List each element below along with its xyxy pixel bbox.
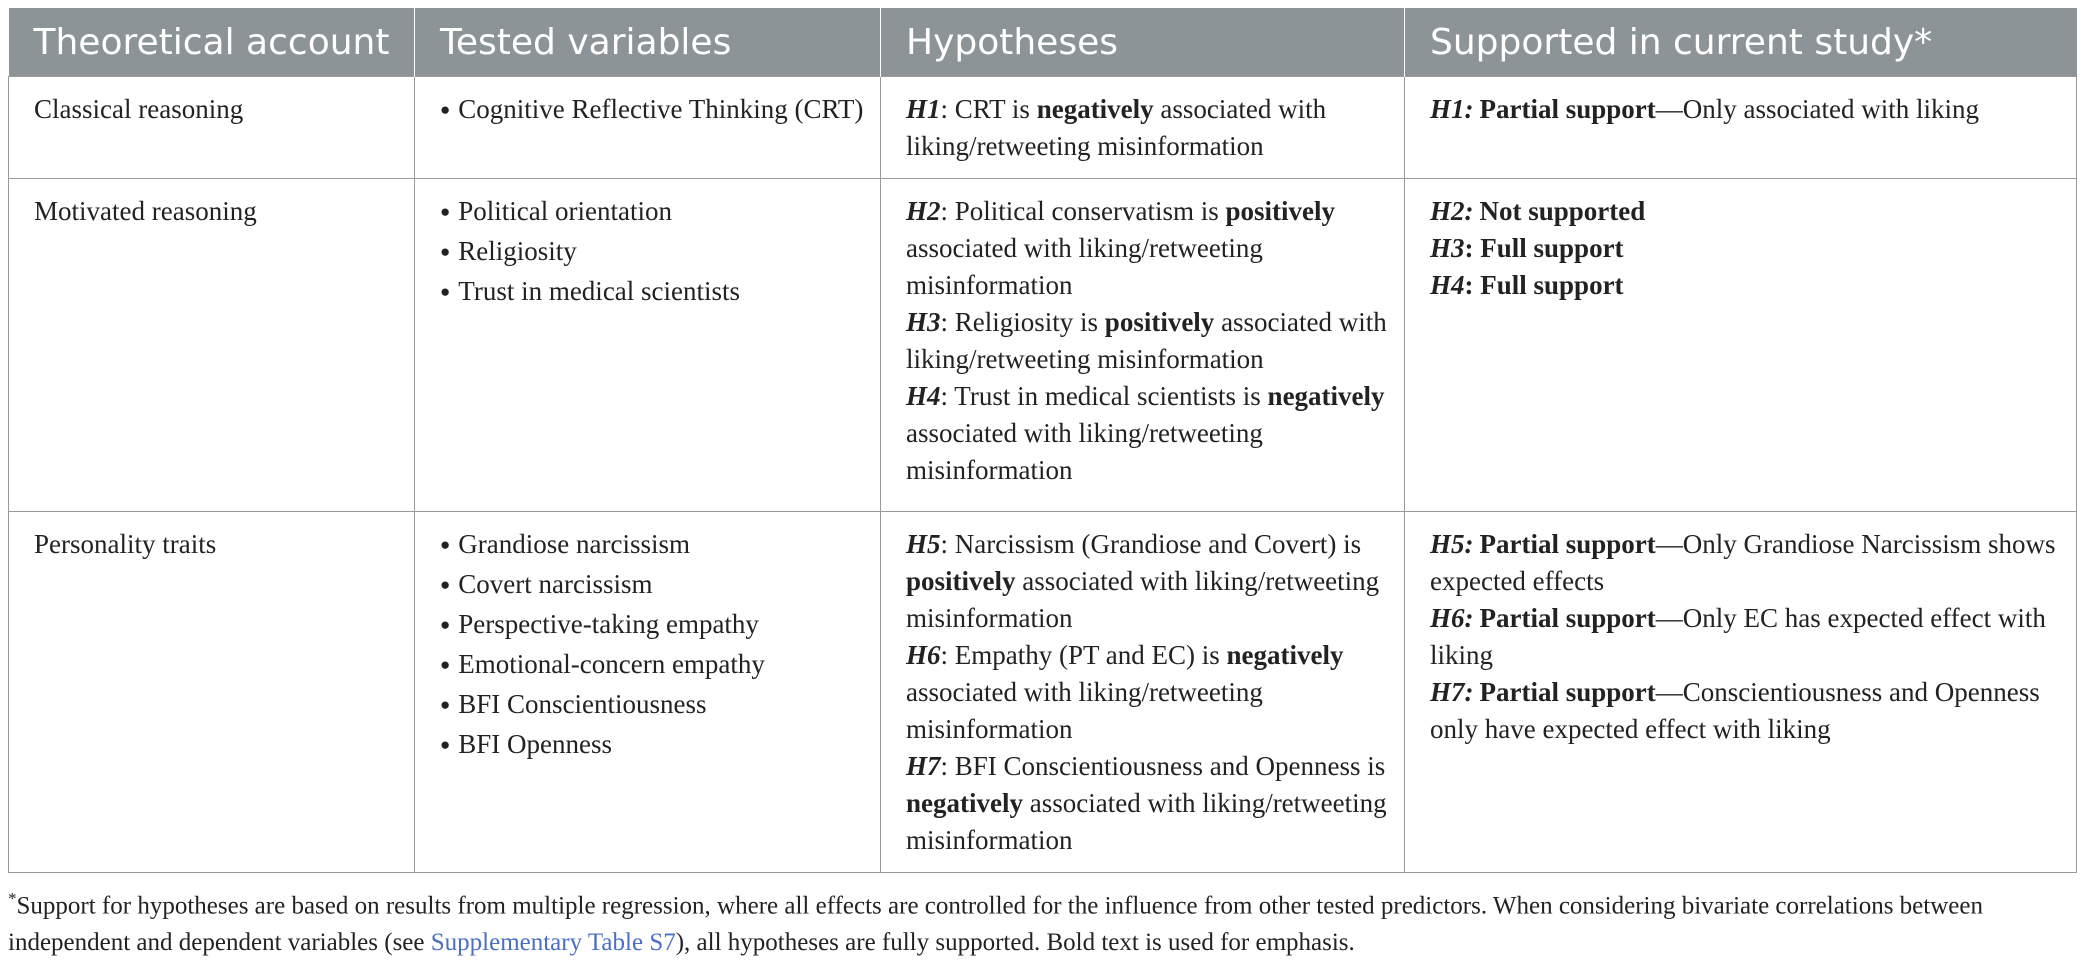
hypothesis-pre: : CRT is	[940, 94, 1037, 124]
support-detail: —Only Grandiose Narcissism shows expected effects	[1430, 529, 2056, 596]
cell-tested-variables	[415, 77, 881, 179]
variable-item: ● Covert narcissism	[440, 566, 864, 606]
header-theoretical-account: Theoretical account	[9, 8, 415, 77]
hypothesis-emphasis: positively	[1104, 307, 1215, 337]
variable-item: ● Perspective-taking empathy	[440, 606, 864, 646]
variable-item: ● Emotional-concern empathy	[440, 646, 864, 686]
hypothesis-emphasis: positively	[906, 566, 1016, 596]
hypothesis-pre: : Political conservatism is	[940, 196, 1226, 226]
cell-theoretical-account	[9, 512, 415, 873]
hypothesis-text	[906, 304, 1388, 378]
variable-item: ● BFI Openness	[440, 726, 864, 766]
hypothesis-text	[906, 637, 1388, 748]
cell-support	[1405, 179, 2077, 512]
support-text	[1430, 193, 2060, 230]
account-label: Motivated reasoning	[34, 196, 257, 226]
cell-theoretical-account	[9, 77, 415, 179]
table-row	[9, 77, 2077, 179]
support-detail: —Only EC has expected effect with liking	[1430, 603, 2046, 670]
support-text	[1430, 91, 2060, 128]
hypothesis-post: associated with liking/retweeting misinformation	[906, 677, 1263, 744]
cell-hypotheses	[881, 179, 1405, 512]
hypothesis-pre: : Narcissism (Grandiose and Covert) is	[940, 529, 1362, 559]
hypothesis-id: H7	[906, 751, 941, 781]
table-footnote	[8, 880, 2078, 961]
hypothesis-post: associated with liking/retweeting misinformation	[906, 788, 1387, 855]
hypothesis-post: associated with liking/retweeting misinformation	[906, 94, 1327, 161]
support-label: Partial support	[1479, 603, 1656, 633]
support-label: Partial support	[1479, 529, 1656, 559]
cell-hypotheses	[881, 77, 1405, 179]
support-id: H4	[1430, 270, 1465, 300]
header-supported: Supported in current study*	[1405, 8, 2077, 77]
support-label: Partial support	[1479, 677, 1656, 707]
account-label: Classical reasoning	[34, 94, 244, 124]
hypothesis-pre: : Empathy (PT and EC) is	[940, 640, 1227, 670]
hypothesis-post: associated with liking/retweeting misinformation	[906, 566, 1380, 633]
support-label: : Full support	[1464, 270, 1624, 300]
cell-support	[1405, 77, 2077, 179]
support-id: H1:	[1430, 94, 1474, 124]
support-text	[1430, 600, 2060, 674]
hypothesis-text	[906, 193, 1388, 304]
hypothesis-text	[906, 748, 1388, 859]
cell-tested-variables	[415, 179, 881, 512]
header-hypotheses: Hypotheses	[881, 8, 1405, 77]
hypothesis-id: H2	[906, 196, 941, 226]
table-row	[9, 179, 2077, 512]
support-label: Partial support	[1479, 94, 1656, 124]
variable-item: ● Religiosity	[440, 233, 864, 273]
support-detail: —Conscientiousness and Openness only have expected effect with liking	[1430, 677, 2040, 744]
hypothesis-post: associated with liking/retweeting misinformation	[906, 418, 1263, 485]
variable-item: ● Grandiose narcissism	[440, 526, 864, 566]
support-text	[1430, 674, 2060, 748]
support-label: : Full support	[1464, 233, 1624, 263]
hypothesis-emphasis: negatively	[1267, 381, 1385, 411]
hypothesis-emphasis: negatively	[906, 788, 1023, 818]
hypothesis-text	[906, 91, 1388, 165]
hypothesis-id: H6	[906, 640, 941, 670]
hypothesis-emphasis: negatively	[1036, 94, 1154, 124]
hypothesis-emphasis: negatively	[1226, 640, 1344, 670]
hypothesis-id: H3	[906, 307, 941, 337]
table-row	[9, 512, 2077, 873]
cell-support	[1405, 512, 2077, 873]
support-label: Not supported	[1479, 196, 1646, 226]
variable-item: ● Political orientation	[440, 193, 864, 233]
hypothesis-id: H5	[906, 529, 941, 559]
cell-theoretical-account	[9, 179, 415, 512]
variable-item: ● Trust in medical scientists	[440, 273, 864, 313]
hypothesis-post: associated with liking/retweeting misinformation	[906, 233, 1263, 300]
hypothesis-post: associated with liking/retweeting misinformation	[906, 307, 1387, 374]
support-id: H5:	[1430, 529, 1474, 559]
support-text	[1430, 230, 2060, 267]
variable-list	[440, 91, 864, 131]
variable-item: ● BFI Conscientiousness	[440, 686, 864, 726]
hypothesis-id: H4	[906, 381, 941, 411]
hypothesis-id: H1	[906, 94, 941, 124]
variable-list	[440, 526, 864, 766]
variable-list	[440, 193, 864, 313]
support-text	[1430, 267, 2060, 304]
hypotheses-table	[8, 8, 2077, 873]
header-tested-variables: Tested variables	[415, 8, 881, 77]
support-detail: —Only associated with liking	[1655, 94, 1979, 124]
hypothesis-text	[906, 526, 1388, 637]
support-id: H6:	[1430, 603, 1474, 633]
supplementary-table-link[interactable]: Supplementary Table S7	[430, 929, 676, 957]
support-text	[1430, 526, 2060, 600]
hypothesis-pre: : Trust in medical scientists is	[940, 381, 1268, 411]
hypothesis-text	[906, 378, 1388, 489]
cell-tested-variables	[415, 512, 881, 873]
hypothesis-emphasis: positively	[1225, 196, 1335, 226]
table-header-row	[9, 8, 2077, 77]
hypothesis-pre: : BFI Conscientiousness and Openness is	[940, 751, 1386, 781]
footnote-text-after: ), all hypotheses are fully supported. Bold text is used for emphasis.	[675, 929, 1355, 957]
support-id: H2:	[1430, 196, 1474, 226]
footnote-text-before: Support for hypotheses are based on results from multiple regression, where all effects are controlled for the influence from other tested predictors. When considering bivariate correlations between independent and dependent variables (see	[8, 892, 1983, 957]
hypothesis-pre: : Religiosity is	[940, 307, 1105, 337]
variable-item: ● Cognitive Reflective Thinking (CRT)	[440, 91, 864, 131]
cell-hypotheses	[881, 512, 1405, 873]
account-label: Personality traits	[34, 529, 217, 559]
support-id: H7:	[1430, 677, 1474, 707]
support-id: H3	[1430, 233, 1465, 263]
footnote-marker: *	[8, 889, 17, 908]
